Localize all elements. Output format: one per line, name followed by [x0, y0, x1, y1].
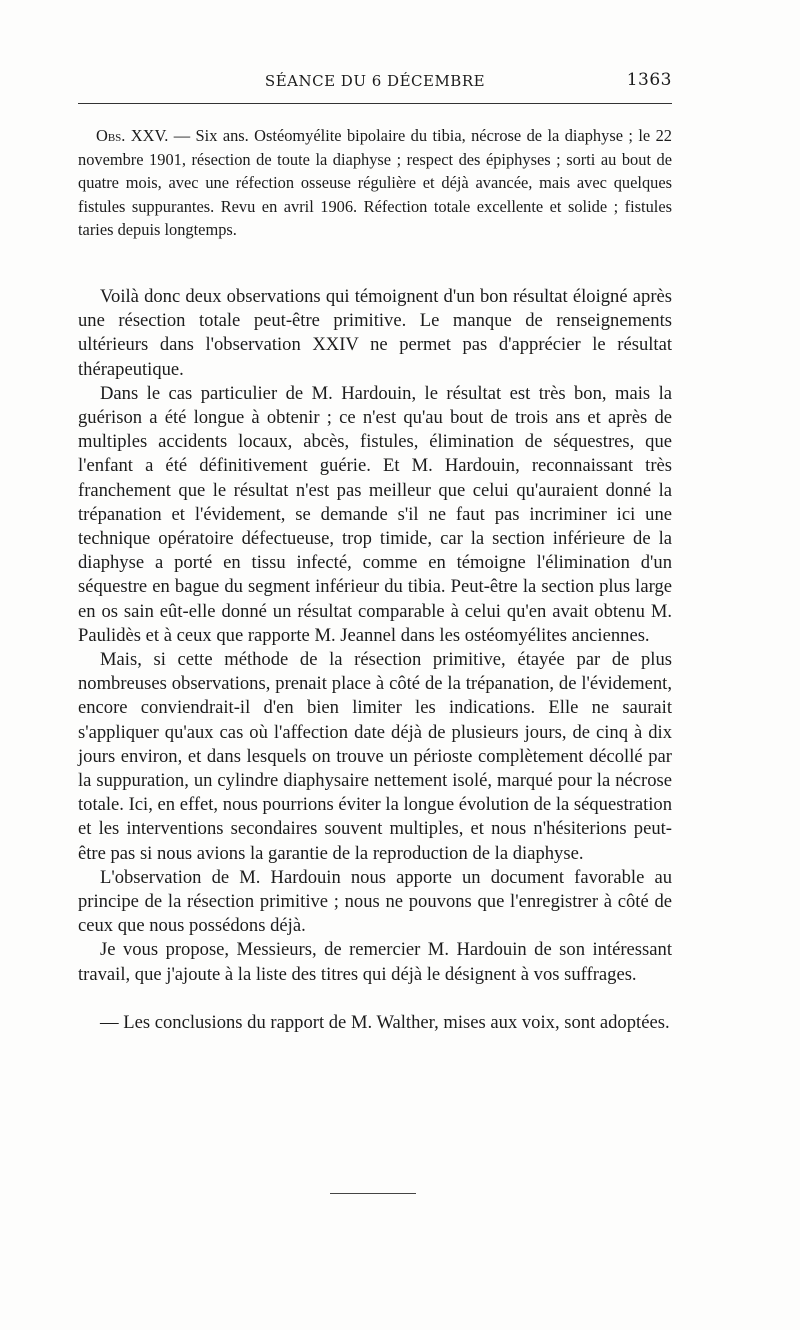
- observation-label: Obs. XXV.: [96, 126, 169, 145]
- header-rule: [78, 103, 672, 104]
- page-number: 1363: [626, 70, 672, 90]
- paragraph: Je vous propose, Messieurs, de remercier M. Hardouin de son intéressant travail, que j'ajoute à la liste des titres qui déjà le désignent à vos suffrages.: [78, 939, 672, 985]
- paragraph: Dans le cas particulier de M. Hardouin, le résultat est très bon, mais la guérison a été longue à obtenir ; ce n'est qu'au bout de trois ans et après de multiples accidents locaux, abcès, fistules, élimination de séquestres, que l'enfant a été définitivement guérie. Et M. Hardouin, reconnaissant très franchement que le résultat n'est pas meilleur que celui qu'auraient donné la trépanation et l'évidement, se demande s'il ne faut pas incriminer ici une technique opératoire défectueuse, trop timide, car la section inférieure de la diaphyse a porté en tissu infecté, comme en témoigne l'élimination d'un séquestre en bague du segment inférieur du tibia. Peut-être la section plus large en os sain eût-elle donné un résultat comparable à celui qu'en avait obtenu M. Paulidès et à ceux que rapporte M. Jeannel dans les ostéomyélites anciennes.: [78, 382, 672, 646]
- observation-note: [78, 124, 672, 242]
- report-body: [78, 285, 672, 1035]
- observation-text: — Six ans. Ostéomyélite bipolaire du tibia, nécrose de la diaphyse ; le 22 novembre 1901, résection de toute la diaphyse ; respect des épiphyses ; sorti au bout de quatre mois, avec une réfection osseuse régulière et déjà avancée, mais avec quelques fistules suppurantes. Revu en avril 1906. Réfection totale excellente et solide ; fistules taries depuis longtemps.: [78, 126, 673, 239]
- end-rule: [330, 1193, 416, 1194]
- page-title: SÉANCE DU 6 DÉCEMBRE: [264, 72, 486, 90]
- paragraph: Mais, si cette méthode de la résection primitive, étayée par de plus nombreuses observations, prenait place à côté de la trépanation, de l'évidement, encore conviendrait-il d'en bien limiter les indications. Elle ne saurait s'appliquer qu'aux cas où l'affection date déjà de plusieurs jours, de cinq à dix jours environ, et dans lesquels on trouve un périoste complètement décollé par la suppuration, un cylindre diaphysaire nettement isolé, marqué pour la nécrose totale. Ici, en effet, nous pourrions éviter la longue évolution de la séquestration et les interventions secondaires souvent multiples, et nous n'hésiterions peut-être pas si nous avions la garantie de la reproduction de la diaphyse.: [78, 649, 672, 864]
- paragraph: Voilà donc deux observations qui témoignent d'un bon résultat éloigné après une résection totale peut-être primitive. Le manque de renseignements ultérieurs dans l'observation XXIV ne permet pas d'apprécier le résultat thérapeutique.: [78, 286, 672, 380]
- paragraph: L'observation de M. Hardouin nous apporte un document favorable au principe de la résection primitive ; nous ne pouvons que l'enregistrer à côté de ceux que nous possédons déjà.: [78, 866, 672, 937]
- conclusion-paragraph: — Les conclusions du rapport de M. Walther, mises aux voix, sont adoptées.: [100, 1011, 670, 1033]
- running-head: [78, 72, 672, 96]
